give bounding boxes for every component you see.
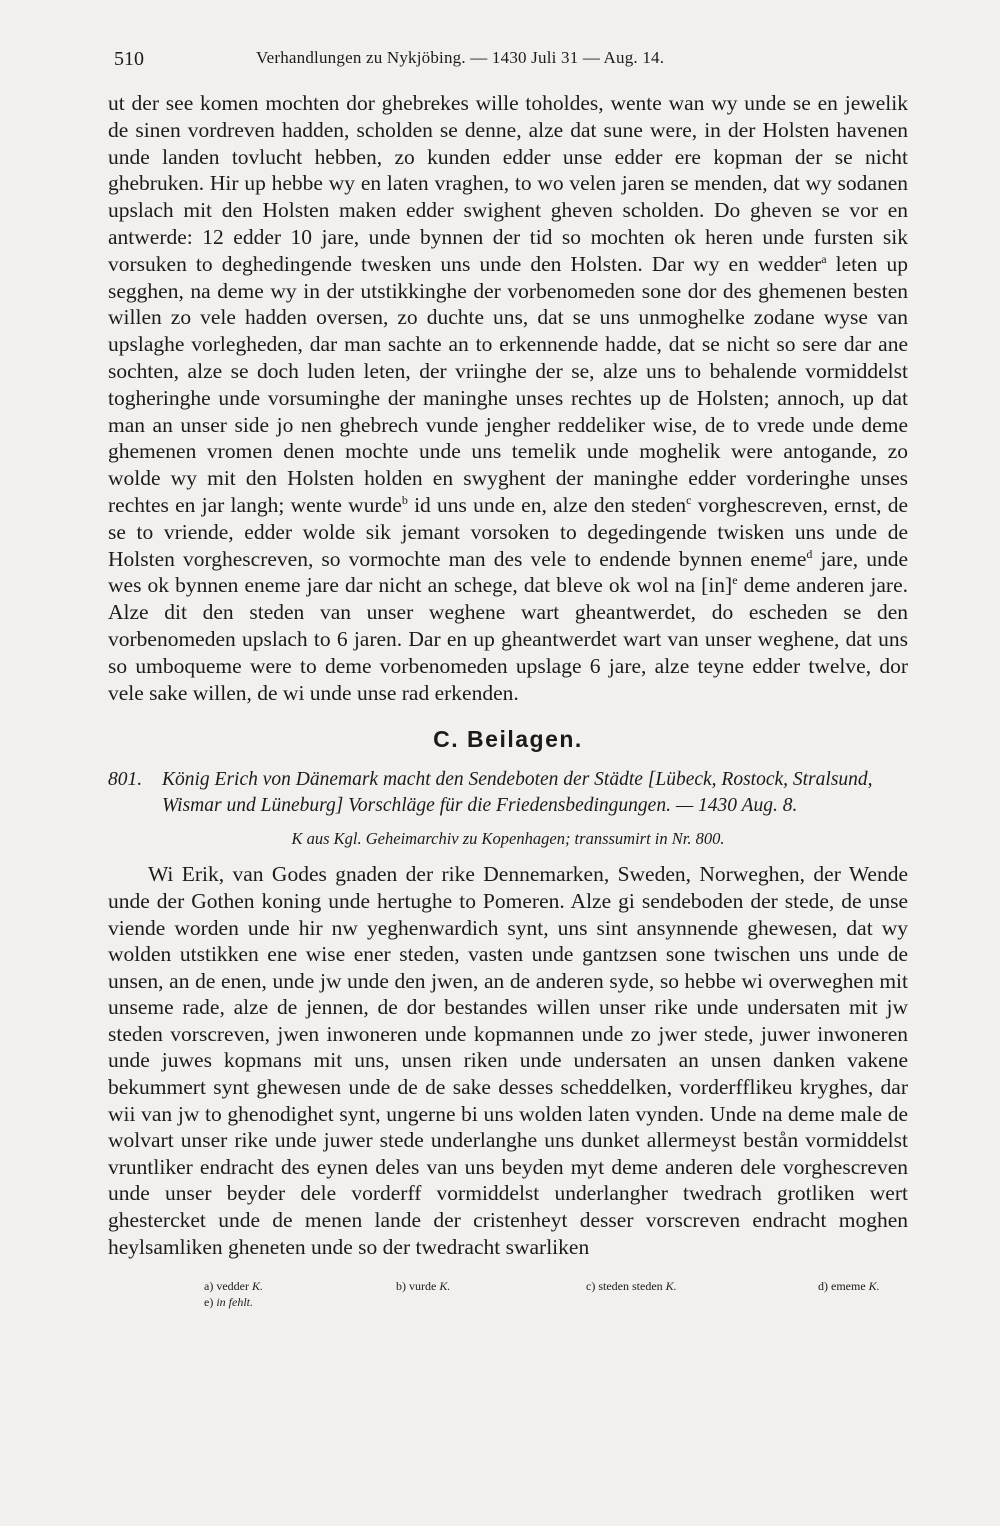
footnote-b-sig: K.: [439, 1279, 451, 1294]
footnote-e-mark: e): [204, 1295, 214, 1310]
footnote-b-mark: b): [396, 1279, 406, 1294]
footnote-a-mark: a): [204, 1279, 214, 1294]
footnote-ref-e: e: [732, 573, 738, 588]
footnote-a-text: vedder: [216, 1279, 249, 1294]
footnote-a-sig: K.: [251, 1279, 263, 1294]
document-summary: König Erich von Dänemark macht den Sendeboten der Städte [Lübeck, Rostock, Stralsund, Wismar und Lüneburg] Vorschläge für die Friedensbedingungen. — 1430 Aug. 8.: [162, 769, 873, 817]
section-heading: C. Beilagen.: [433, 726, 583, 753]
page-number: 510: [114, 48, 144, 70]
footnote-c-text: steden steden: [598, 1279, 663, 1294]
footnote-b: [396, 1278, 450, 1294]
footnote-d-text: ememe: [831, 1279, 866, 1294]
footnote-ref-d: d: [806, 546, 813, 561]
continuation-part-2: leten up segghen, na deme wy in der utstikkinghe der vorbenomeden sone dor des ghemenen besten willen zo vele hadden oversen, zo duchte uns, dat se uns unmoghelke zodane wyse van upslaghe vorlegheden, dar man sachte an to erkennende hadde, dat se nicht so sere dar ane sochten, alze se doch luden leten, der vriinghe der se, alze uns to behalende vormiddelst togheringhe unde vorsuminghe der maninghe unses rechtes up de Holsten; annoch, up dat man an unser side jo nen ghebrech vunde jengher reddeliker wise, de to vrede unde deme ghemenen vromen denen mochte unde uns temelik unde moghelik were antogande, zo wolde wy mit den Holsten holden en swyghent der maninghe edder vorderinghe unses rechtes en jar langh; wente wurde: [108, 251, 908, 517]
document-number: 801.: [108, 769, 143, 791]
document-source: K aus Kgl. Geheimarchiv zu Kopenhagen; transsumirt in Nr. 800.: [291, 829, 725, 849]
footnote-ref-a: a: [821, 251, 827, 266]
footnote-e: [204, 1294, 253, 1310]
footnote-d: [818, 1278, 880, 1294]
continuation-text: [108, 90, 908, 706]
footnotes: [108, 1278, 908, 1310]
footnote-e-text: in: [216, 1295, 226, 1310]
continuation-paragraph: [108, 90, 908, 706]
running-title: Verhandlungen zu Nykjöbing. — 1430 Juli 31 — Aug. 14.: [256, 48, 665, 67]
continuation-part-4: vorghescreven, ernst, de se to vriende, edder wolde sik jemant vorsoken to degedingende twisken uns unde de Holsten vorghescreven, so vormochte man des vele to endende bynnen eneme: [108, 492, 908, 571]
footnote-d-mark: d): [818, 1279, 828, 1294]
footnote-e-sig: fehlt.: [228, 1295, 253, 1310]
continuation-part-5: jare, unde wes ok bynnen eneme jare dar nicht an schege, dat bleve ok wol na [in]: [108, 546, 908, 598]
footnote-d-sig: K.: [868, 1279, 880, 1294]
footnote-ref-c: c: [686, 492, 692, 507]
footnote-b-text: vurde: [409, 1279, 437, 1294]
footnote-row: [108, 1278, 908, 1294]
footnote-c-sig: K.: [665, 1279, 677, 1294]
footnote-ref-b: b: [401, 492, 408, 507]
document-entry: [108, 767, 908, 819]
footnote-c: [586, 1278, 677, 1294]
footnote-a: [204, 1278, 263, 1294]
continuation-part-6: deme anderen jare. Alze dit den steden van unser weghene wart gheantwerdet, do escheden se den vorbenomeden upslach to 6 jaren. Dar en up gheantwerdet wart van unser weghene, dat uns so umboqueme were to deme vorbenomeden upslage 6 jare, alze teyne edder twelve, dor vele sake willen, de wi unde unse rad erkenden.: [108, 573, 908, 705]
footnote-c-mark: c): [586, 1279, 596, 1294]
continuation-part-3: id uns unde en, alze den steden: [407, 492, 687, 517]
document-text: Wi Erik, van Godes gnaden der rike Dennemarken, Sweden, Norweghen, der Wende unde der Gothen koning unde hertughe to Pomeren. Alze gi sendeboden der stede, de unse viende worden unde hir nw yeghenwardich synt, uns sint ansynnende ghewesen, dat wy wolden utstikken ene wise ener steden, vasten unde gantzsen sone twischen uns unde de unsen, an de enen, unde jw unde den jwen, an de anderen syde, so hebbe wi overweghen mit unseme rade, alze de jennen, de dor bestandes willen unser rike unde undersaten mit jw steden vorscreven, jwen inwoneren unde kopmannen unde zo jwer stede, juwer inwoneren unde juwes kopmans mit uns, unsen riken unde undersaten an unsen danken vakene bekummert synt ghewesen unde de de sake desses scheddelken, vorderfflikeu kryghes, dar wii van jw to ghenodighet synt, ungerne bi uns wolden laten vynden. Unde na deme male de wolvart unser rike unde juwer stede underlanghe uns dunket allermeyst bestån vormiddelst vruntliker endracht des eynen deles van uns beyden myt deme anderen dele vorghescreven unde unser beyder dele vorderff vormiddelst underlangher twedrach grotliken wert ghestercket unde de menen lande der cristenheyt desser vorscreven endracht moghen heylsamliken gheneten unde so der twedracht swarliken: [108, 862, 908, 1259]
footnote-row: [108, 1294, 908, 1310]
continuation-part-1: ut der see komen mochten dor ghebrekes wille toholdes, wente wan wy unde se en jewelik de sinen vordreven hadden, scholden se denne, alze dat sune were, in der Holsten havenen unde landen tovlucht hebben, zo kunden edder unse edder ere kopman der se nicht ghebruken. Hir up hebbe wy en laten vraghen, to wo velen jaren se menden, dat wy sodanen upslach mit den Holsten maken edder swighent gheven scholden. Do gheven se vor en antwerde: 12 edder 10 jare, unde bynnen der tid so mochten ok heren unde fursten sik vorsuken to deghedingende twesken uns unde den Holsten. Dar wy en wedder: [108, 91, 908, 276]
running-head: [108, 40, 908, 74]
